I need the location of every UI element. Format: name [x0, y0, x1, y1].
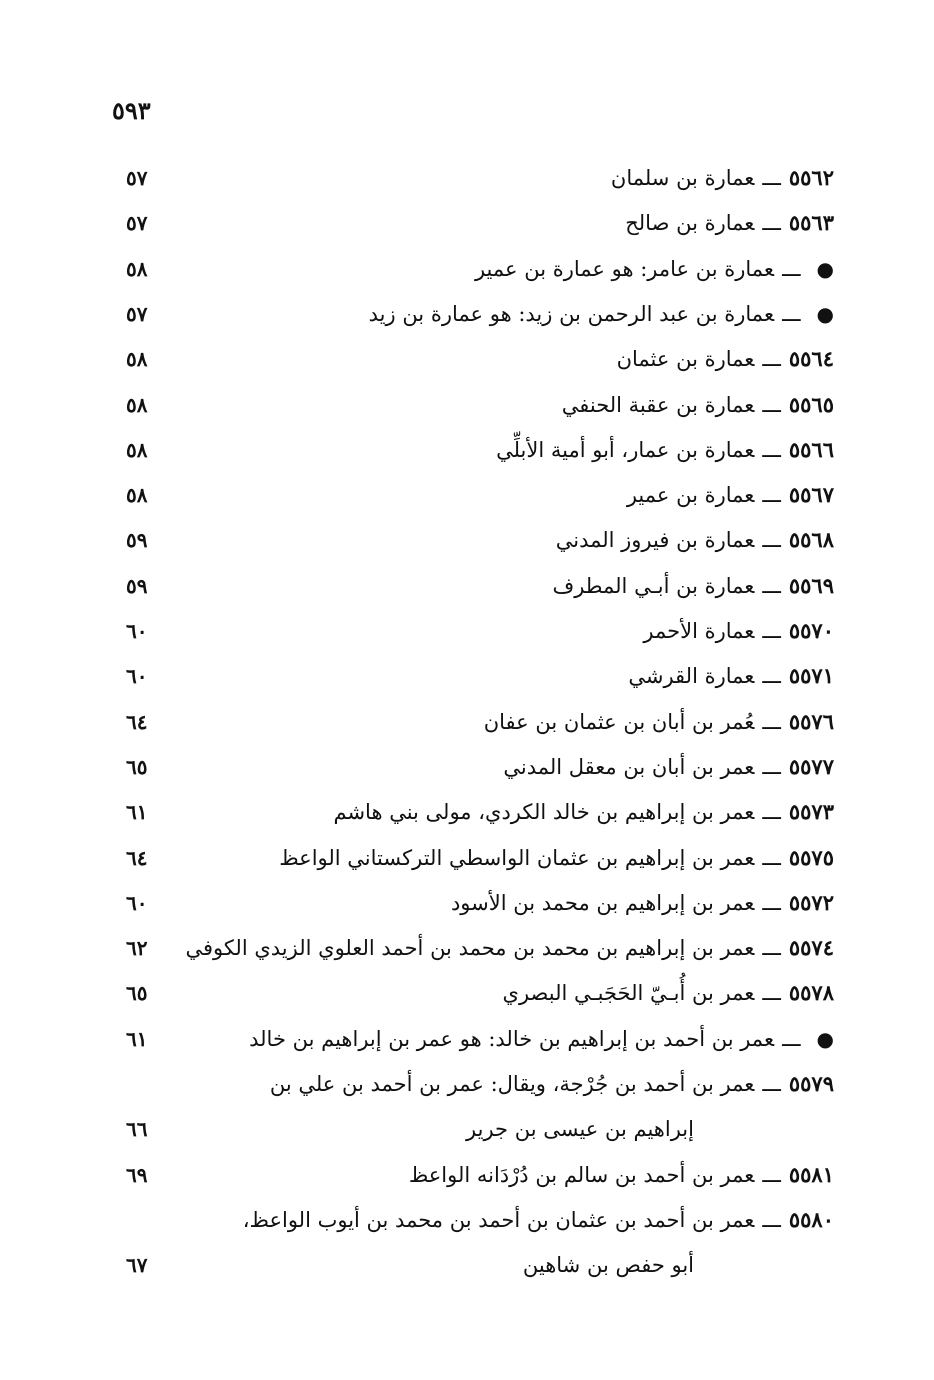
entry-page-number: ٥٨	[126, 347, 148, 372]
entry-page-number: ٥٩	[126, 573, 148, 598]
entry-name: عمارة بن عامر: هو عمارة بن عمير	[474, 256, 775, 281]
entry-page-number: ٦١	[126, 800, 148, 825]
entry-dash: ـــ	[762, 709, 781, 734]
entry-page-number: ٦٠	[126, 619, 148, 643]
entry-name: عمارة الأحمر	[643, 619, 755, 643]
index-entry	[0, 473, 934, 517]
entry-number: ٥٥٧٤	[788, 935, 834, 961]
entry-dash: ـــ	[762, 619, 781, 643]
index-entry	[0, 564, 934, 608]
index-entry	[0, 383, 934, 427]
entry-text	[333, 790, 834, 834]
entry-name: عمارة بن عثمان	[616, 347, 755, 372]
entry-name: إبراهيم بن عيسى بن جرير	[466, 1117, 694, 1142]
entry-dash: ـــ	[762, 483, 781, 508]
entry-page-number: ٥٨	[126, 483, 148, 508]
entry-number: ٥٥٧٠	[788, 618, 834, 643]
index-entry	[0, 700, 934, 744]
index-entry	[0, 1198, 934, 1242]
entry-text	[451, 881, 834, 925]
entry-dash: ـــ	[762, 1072, 781, 1096]
entry-number: ٥٥٧٦	[788, 708, 834, 734]
entry-name: عمارة بن صالح	[625, 211, 755, 236]
entry-name: عمر بن أحمد بن عثمان بن أحمد بن محمد بن أيوب الواعظ،	[242, 1207, 755, 1232]
entry-text	[475, 247, 834, 291]
entry-text	[562, 383, 834, 427]
index-entry	[0, 201, 934, 245]
index-entry	[0, 836, 934, 880]
entry-dash: ـــ	[782, 301, 801, 326]
entry-text	[611, 156, 834, 200]
entry-number: ٥٥٦٧	[788, 482, 834, 508]
entry-text	[466, 1107, 694, 1151]
entry-page-number: ٥٨	[126, 437, 148, 462]
index-entry	[0, 609, 934, 653]
entry-name: عمر بن إبراهيم بن خالد الكردي، مولى بني هاشم	[333, 800, 755, 825]
entry-dash: ـــ	[782, 256, 801, 281]
bullet-marker: ●	[816, 301, 834, 326]
entry-name: عمارة القرشي	[628, 664, 755, 689]
entry-name: عمارة بن عمار، أبو أمية الأبلِّي	[496, 437, 755, 462]
entry-name: عمر بن أحمد بن سالم بن دُرْدَانه الواعظ	[408, 1162, 755, 1187]
index-entry	[0, 292, 934, 336]
entry-page-number: ٦٠	[126, 664, 148, 689]
entry-page-number: ٦٠	[126, 890, 148, 915]
entry-page-number: ٦٥	[126, 754, 148, 779]
entry-text	[279, 836, 834, 880]
entry-page-number: ٦١	[126, 1026, 148, 1051]
entry-name: عُمر بن أبان بن عثمان بن عفان	[483, 709, 755, 734]
bullet-marker: ●	[816, 1026, 834, 1051]
entry-number: ٥٥٧٩	[788, 1071, 834, 1096]
entry-name: عمارة بن عبد الرحمن بن زيد: هو عمارة بن زيد	[368, 301, 775, 326]
entry-name: عمر بن أبان بن معقل المدني	[503, 754, 755, 779]
entry-number: ٥٥٦٣	[788, 210, 834, 236]
entry-page-number: ٥٨	[126, 392, 148, 417]
entry-number: ٥٥٦٩	[788, 572, 834, 598]
entry-text	[270, 1062, 834, 1106]
index-entry	[0, 745, 934, 789]
entry-dash: ـــ	[762, 981, 781, 1006]
entry-page-number: ٥٨	[126, 256, 148, 281]
entry-dash: ـــ	[762, 211, 781, 236]
index-entry	[0, 1017, 934, 1061]
entry-number: ٥٥٧٥	[788, 844, 834, 870]
index-entry-continuation	[0, 1243, 934, 1287]
entry-dash: ـــ	[762, 936, 781, 961]
entry-number: ٥٥٧٧	[788, 753, 834, 779]
entry-dash: ـــ	[762, 347, 781, 372]
entry-text	[617, 337, 834, 381]
index-entry	[0, 156, 934, 200]
entry-name: عمارة بن عمير	[626, 483, 755, 508]
entry-dash: ـــ	[762, 890, 781, 915]
entry-number: ٥٥٧٢	[788, 889, 834, 915]
entry-name: عمر بن أحمد بن إبراهيم بن خالد: هو عمر بن إبراهيم بن خالد	[249, 1026, 775, 1051]
entry-name: عمر بن إبراهيم بن محمد بن محمد بن أحمد العلوي الزيدي الكوفي	[185, 936, 755, 961]
entry-number: ٥٥٧٣	[788, 799, 834, 825]
entry-dash: ـــ	[762, 573, 781, 598]
index-entry	[0, 926, 934, 970]
entry-page-number: ٦٩	[126, 1162, 148, 1187]
entry-text	[627, 473, 834, 517]
entry-dash: ـــ	[762, 1162, 781, 1187]
entry-name: عمارة بن سلمان	[610, 166, 755, 190]
entry-name: عمارة بن أبـي المطرف	[552, 573, 755, 598]
entry-number: ٥٥٧١	[788, 663, 834, 689]
entry-text	[243, 1198, 834, 1242]
entry-dash: ـــ	[762, 528, 781, 553]
entry-text	[503, 745, 834, 789]
entry-text	[503, 971, 834, 1015]
entry-number: ٥٥٦٤	[788, 346, 834, 372]
entry-text	[625, 201, 834, 245]
entry-name: أبو حفص بن شاهين	[522, 1253, 694, 1278]
entry-number: ٥٥٦٥	[788, 391, 834, 417]
entry-text	[552, 564, 834, 608]
entry-dash: ـــ	[762, 800, 781, 825]
entry-name: عمر بن إبراهيم بن عثمان الواسطي التركستاني الواعظ	[279, 845, 755, 870]
bullet-marker: ●	[816, 256, 834, 281]
entry-name: عمارة بن فيروز المدني	[555, 528, 755, 553]
entry-page-number: ٥٩	[126, 528, 148, 553]
entry-number: ٥٥٦٦	[788, 436, 834, 462]
entry-text	[628, 654, 834, 698]
entry-dash: ـــ	[762, 664, 781, 689]
entry-text	[556, 518, 834, 562]
entry-name: عمر بن إبراهيم بن محمد بن الأسود	[450, 890, 755, 915]
entry-number: ٥٥٦٢	[788, 165, 834, 190]
entry-page-number: ٦٢	[126, 936, 148, 961]
entry-text	[409, 1153, 834, 1197]
entry-dash: ـــ	[762, 754, 781, 779]
index-entry	[0, 1153, 934, 1197]
page-number: ٥٩٣	[112, 96, 151, 125]
entry-number: ٥٥٧٨	[788, 980, 834, 1006]
entry-dash: ـــ	[762, 1207, 781, 1232]
entry-number: ٥٥٨١	[788, 1161, 834, 1187]
entry-page-number: ٥٧	[126, 301, 148, 326]
entry-name: عمارة بن عقبة الحنفي	[561, 392, 755, 417]
index-entry	[0, 790, 934, 834]
entry-dash: ـــ	[762, 437, 781, 462]
entry-page-number: ٦٤	[126, 709, 148, 734]
entry-name: عمر بن أحمد بن جُرْجة، ويقال: عمر بن أحمد بن علي بن	[269, 1072, 755, 1096]
index-entry	[0, 654, 934, 698]
entry-text	[643, 609, 834, 653]
entry-page-number: ٦٥	[126, 981, 148, 1006]
entry-dash: ـــ	[762, 392, 781, 417]
entry-text	[484, 700, 834, 744]
entry-text	[185, 926, 834, 970]
index-entry	[0, 518, 934, 562]
entry-text	[496, 428, 834, 472]
entry-page-number: ٦٤	[126, 845, 148, 870]
entry-dash: ـــ	[782, 1026, 801, 1051]
entry-text	[523, 1243, 694, 1287]
entry-dash: ـــ	[762, 166, 781, 190]
entry-page-number: ٥٧	[126, 166, 148, 190]
entry-page-number: ٦٧	[126, 1253, 148, 1278]
entry-page-number: ٥٧	[126, 211, 148, 236]
entry-name: عمر بن أُبـيّ الحَجَبـي البصري	[502, 981, 755, 1006]
entry-number: ٥٥٨٠	[788, 1206, 834, 1232]
index-entry	[0, 881, 934, 925]
entry-text	[369, 292, 834, 336]
index-entry	[0, 428, 934, 472]
index-entry	[0, 1062, 934, 1106]
index-entry	[0, 247, 934, 291]
entry-dash: ـــ	[762, 845, 781, 870]
entry-page-number: ٦٦	[126, 1117, 148, 1142]
index-entry-continuation	[0, 1107, 934, 1151]
index-entry	[0, 971, 934, 1015]
entry-number: ٥٥٦٨	[788, 527, 834, 553]
entry-text	[249, 1017, 834, 1061]
index-entry	[0, 337, 934, 381]
